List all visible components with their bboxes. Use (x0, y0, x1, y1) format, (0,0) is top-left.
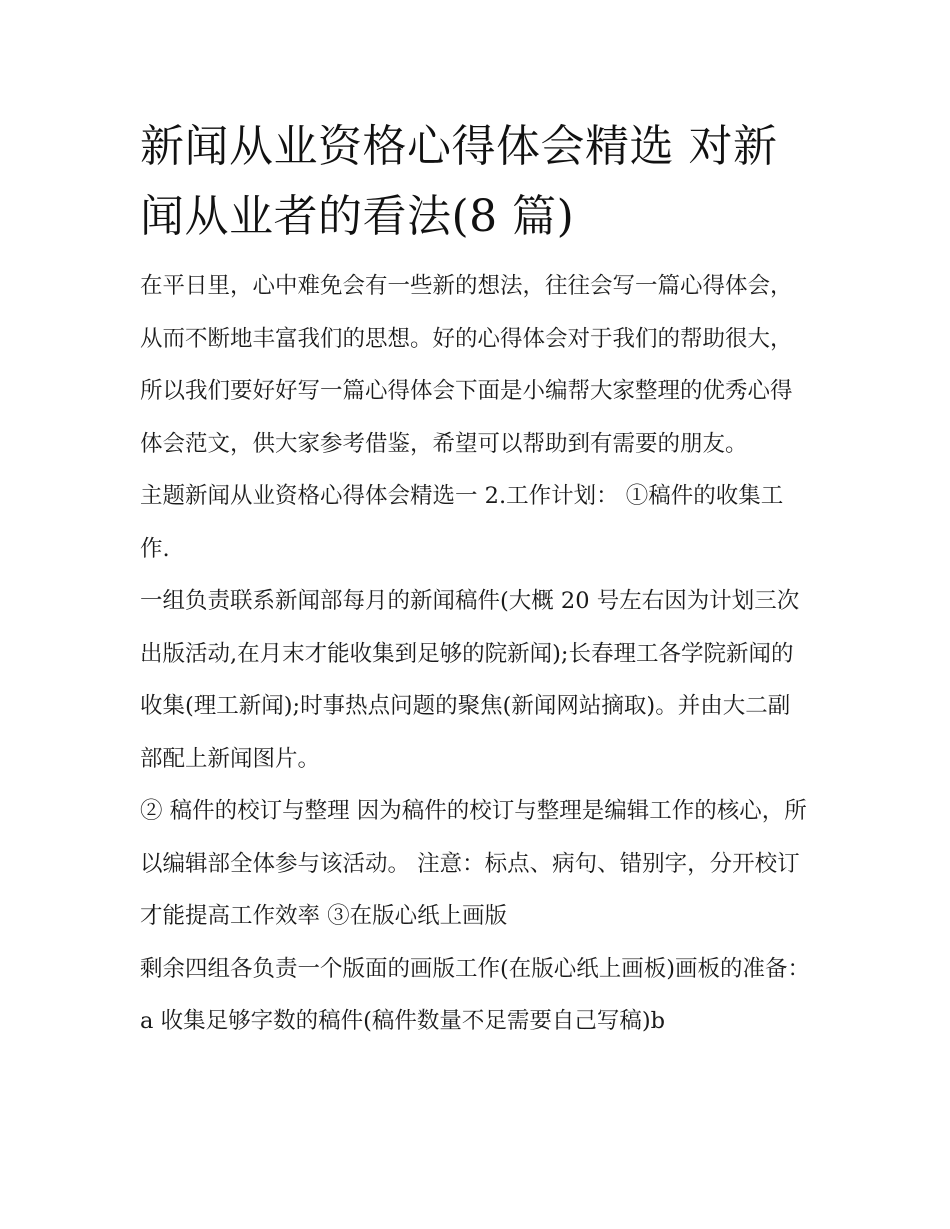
paragraph-intro: 在平日里，心中难免会有一些新的想法，往往会写一篇心得体会，从而不断地丰富我们的思想。好的心得体会对于我们的帮助很大，所以我们要好好写一篇心得体会下面是小编帮大家整理的优秀心得体会范文，供大家参考借鉴，希望可以帮助到有需要的朋友。 (140, 273, 793, 457)
paragraph-layout: 剩余四组各负责一个版面的画版工作(在版心纸上画板)画板的准备： a 收集足够字数的稿件(稿件数量不足需要自己写稿)b (140, 955, 811, 1034)
paragraph-proofreading: ② 稿件的校订与整理 因为稿件的校订与整理是编辑工作的核心，所以编辑部全体参与该活动。 注意：标点、病句、错别字，分开校订才能提高工作效率 ③在版心纸上画版 (140, 798, 807, 929)
document-body (140, 112, 812, 1048)
document-title: 新闻从业资格心得体会精选 对新闻从业者的看法(8 篇) (140, 121, 778, 242)
paragraph-collection: 一组负责联系新闻部每月的新闻稿件(大概 20 号左右因为计划三次出版活动,在月末才能收集到足够的院新闻);长春理工各学院新闻的收集(理工新闻);时事热点问题的聚焦(新闻网站摘取)。并由大二副部配上新闻图片。 (140, 588, 800, 772)
paragraph-topic-plan: 主题新闻从业资格心得体会精选一 2.工作计划： ①稿件的收集工作. (140, 483, 784, 562)
